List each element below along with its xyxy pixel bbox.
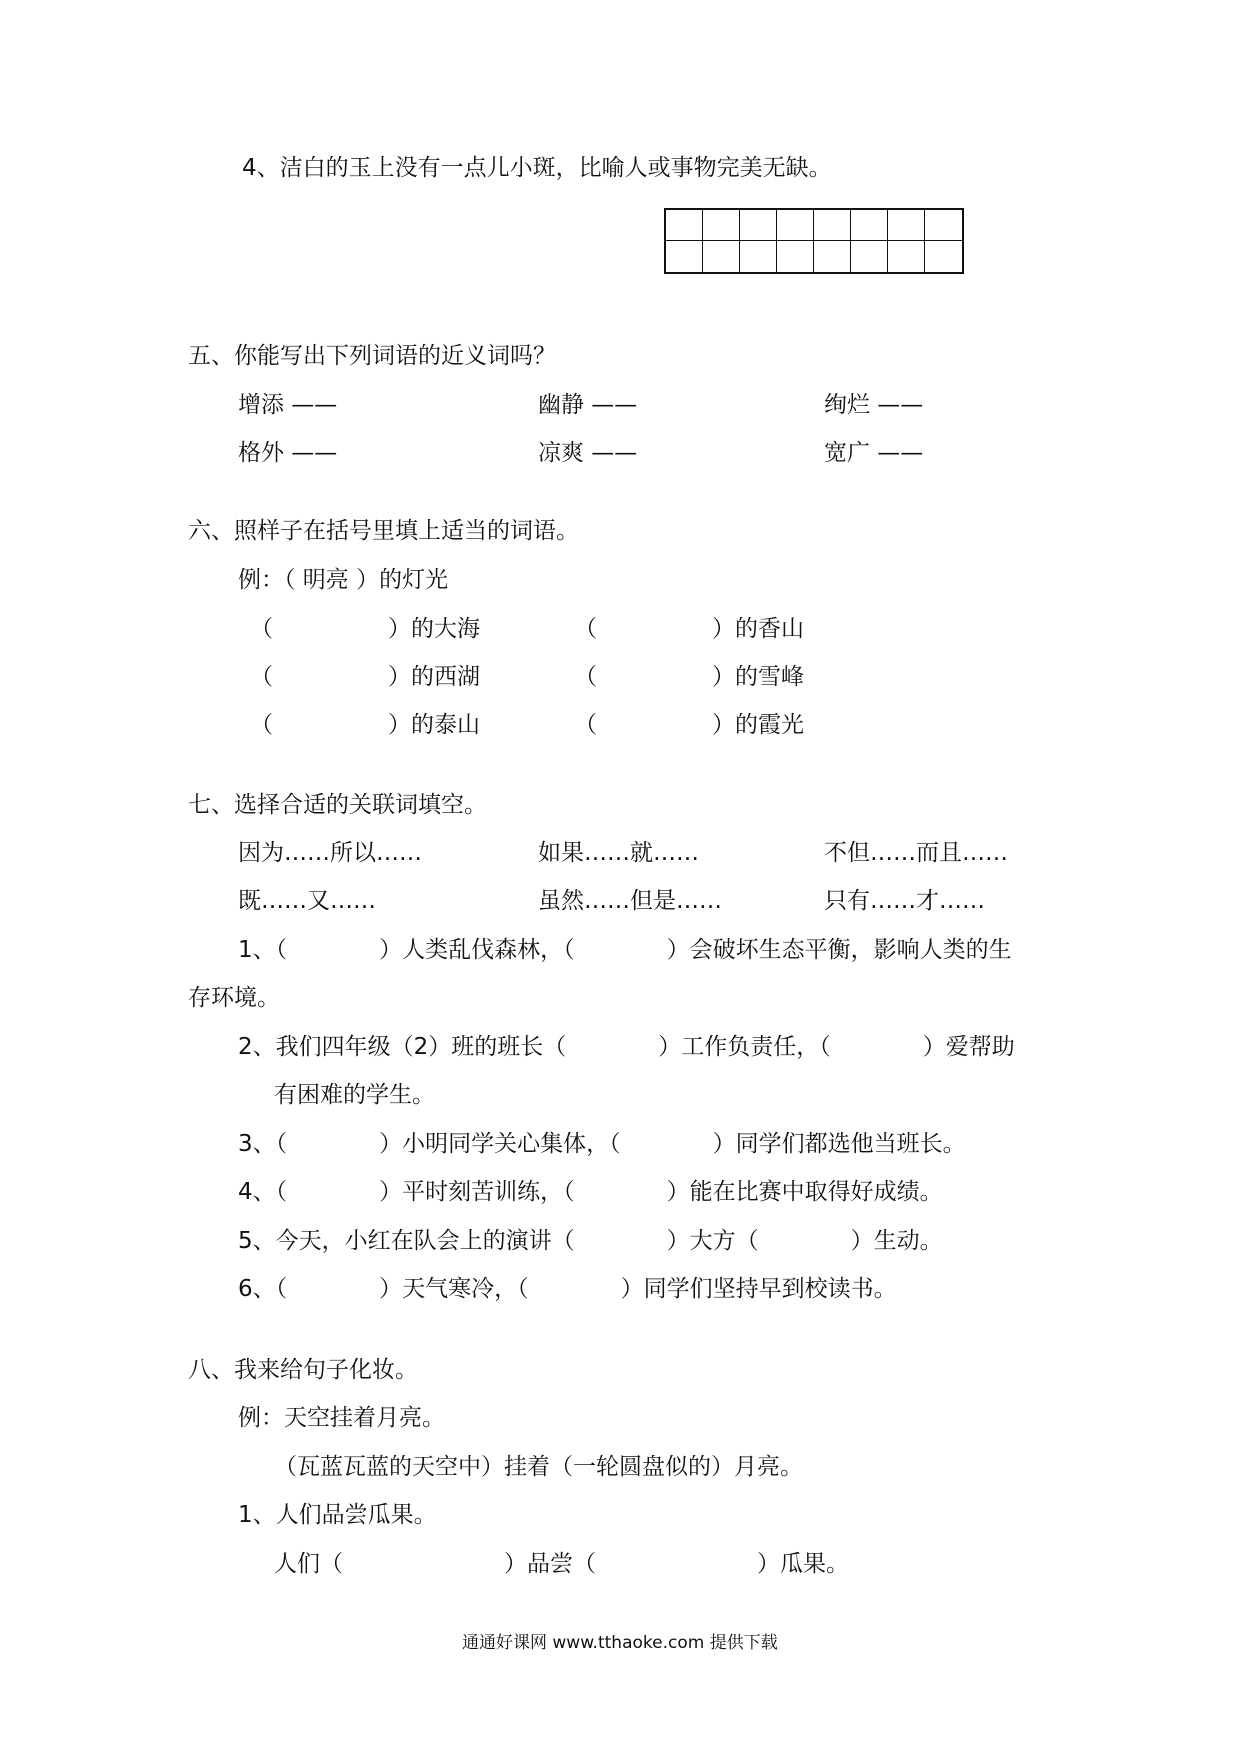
synonym-word: 幽静 —— (538, 392, 638, 418)
synonym-word: 格外 —— (238, 440, 338, 466)
section-7-question-5: 5、今天，小红在队会上的演讲（ ）大方（ ）生动。 (238, 1228, 943, 1254)
conjunction-pair: 只有……才…… (824, 888, 985, 914)
section-8-question-1: 1、人们品尝瓜果。 (238, 1502, 437, 1528)
section-8-example-answer: （瓦蓝瓦蓝的天空中）挂着（一轮圆盘似的）月亮。 (274, 1454, 803, 1480)
fill-blank-item: （ ）的香山 (574, 616, 804, 642)
section-7-question-1: 1、（ ）人类乱伐森林，（ ）会破坏生态平衡，影响人类的生 (238, 937, 1012, 963)
section-8-title: 八、我来给句子化妆。 (188, 1357, 418, 1383)
section-8-example: 例：天空挂着月亮。 (238, 1405, 445, 1431)
conjunction-pair: 不但……而且…… (824, 840, 1008, 866)
question-4-definition: 4、洁白的玉上没有一点儿小斑，比喻人或事物完美无缺。 (242, 155, 832, 181)
section-5-title: 五、你能写出下列词语的近义词吗？ (188, 343, 556, 369)
footer-source: 通通好课网 www.tthaoke.com 提供下载 (462, 1633, 778, 1653)
section-7-question-2: 2、我们四年级（2）班的班长（ ）工作负责任，（ ）爱帮助 (238, 1034, 1015, 1060)
answer-character-grid[interactable] (664, 208, 964, 274)
conjunction-pair: 既……又…… (238, 888, 376, 914)
fill-blank-item: （ ）的雪峰 (574, 664, 804, 690)
section-7-question-1-cont: 存环境。 (188, 985, 280, 1011)
section-7-question-4: 4、（ ）平时刻苦训练，（ ）能在比赛中取得好成绩。 (238, 1179, 943, 1205)
section-6-title: 六、照样子在括号里填上适当的词语。 (188, 518, 579, 544)
section-6-example: 例：（ 明亮 ）的灯光 (238, 567, 449, 593)
fill-blank-item: （ ）的大海 (250, 616, 480, 642)
section-8-question-1-blank: 人们（ ）品尝（ ）瓜果。 (274, 1551, 849, 1577)
section-7-title: 七、选择合适的关联词填空。 (188, 792, 487, 818)
synonym-word: 增添 —— (238, 392, 338, 418)
synonym-word: 凉爽 —— (538, 440, 638, 466)
conjunction-pair: 因为……所以…… (238, 840, 422, 866)
synonym-word: 宽广 —— (824, 440, 924, 466)
synonym-word: 绚烂 —— (824, 392, 924, 418)
fill-blank-item: （ ）的泰山 (250, 712, 480, 738)
section-7-question-2-cont: 有困难的学生。 (274, 1082, 435, 1108)
section-7-question-6: 6、（ ）天气寒冷，（ ）同学们坚持早到校读书。 (238, 1276, 897, 1302)
fill-blank-item: （ ）的西湖 (250, 664, 480, 690)
conjunction-pair: 虽然……但是…… (538, 888, 722, 914)
conjunction-pair: 如果……就…… (538, 840, 699, 866)
fill-blank-item: （ ）的霞光 (574, 712, 804, 738)
section-7-question-3: 3、（ ）小明同学关心集体，（ ）同学们都选他当班长。 (238, 1131, 966, 1157)
